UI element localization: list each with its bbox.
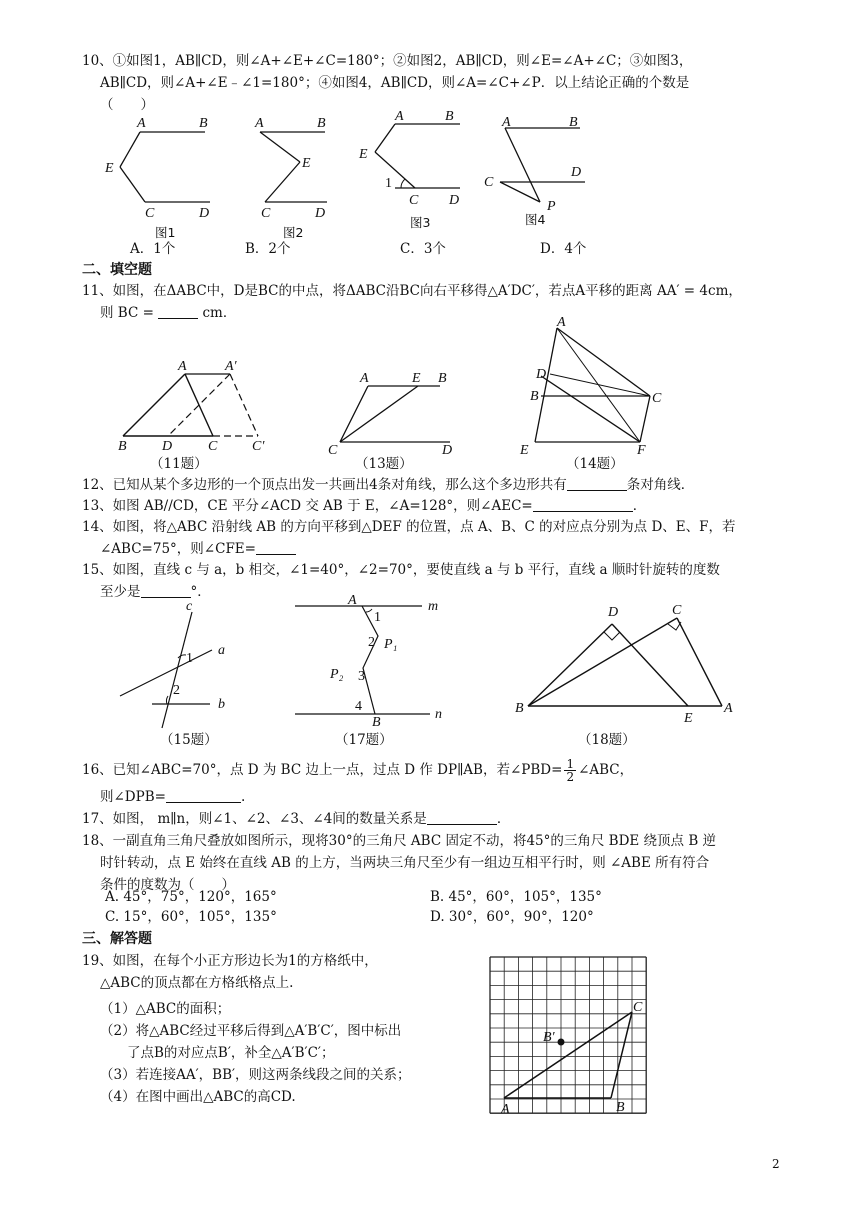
q16-suffix: ∠ABC， (578, 762, 634, 778)
section-2-title: 二、填空题 (82, 262, 152, 278)
q16-prefix: 16、已知∠ABC=70°，点 D 为 BC 边上一点，过点 D 作 DP∥AB，若∠PBD= (82, 762, 563, 778)
label: B (317, 116, 326, 131)
label: 1 (385, 176, 392, 191)
page-number: 2 (772, 1157, 780, 1171)
label: B (515, 701, 524, 716)
label: B (118, 439, 127, 454)
q14-answer-blank[interactable] (256, 540, 296, 555)
label: E (520, 443, 529, 458)
fig4-caption: 图4 (525, 212, 546, 227)
figure-q15 (120, 599, 225, 728)
q11-suffix: cm． (202, 305, 237, 321)
q16-line1 (82, 757, 633, 783)
q10-option-a: A．1个 (130, 241, 176, 257)
label: E (684, 711, 693, 726)
q19-item-4: （4）在图中画出△ABC的高CD. (100, 1089, 296, 1105)
q17-answer-blank[interactable] (427, 810, 497, 825)
label: B (372, 715, 381, 730)
figure-q17 (295, 593, 442, 730)
q14-line2 (100, 540, 296, 558)
label: c (186, 599, 193, 614)
label: C (409, 193, 419, 208)
label: A (501, 1102, 510, 1117)
caption-q11: （11题） (150, 456, 208, 472)
label: D (199, 206, 210, 221)
label: P₁ (384, 637, 398, 652)
q18-option-d: D. 30°，60°，90°，120° (430, 909, 594, 925)
caption-q13: （13题） (355, 456, 413, 472)
q11-prefix: 则 BC = (100, 305, 154, 321)
label: D (449, 193, 460, 208)
label: C (633, 1000, 643, 1015)
label: D (442, 443, 453, 458)
q19-item-2-cont: 了点B的对应点B′，补全△A′B′C′； (100, 1045, 335, 1061)
label: F (637, 443, 646, 458)
q15-line1: 15、如图，直线 c 与 a，b 相交，∠1=40°，∠2=70°，要使直线 a 与 b 平行，直线 a 顺时针旋转的度数 (82, 562, 720, 578)
label: A (502, 115, 511, 130)
q10-option-c: C．3个 (400, 241, 446, 257)
label: A (178, 359, 187, 374)
grid-lines (490, 957, 646, 1113)
label: C (652, 391, 662, 406)
q12-answer-blank[interactable] (567, 476, 627, 491)
label: E (412, 371, 421, 386)
q18-line2: 时针转动，点 E 始终在直线 AB 的上方，当两块三角尺至少有一组边互相平行时，则 ∠ABE 所有符合 (100, 855, 710, 871)
fig2-caption: 图2 (283, 225, 304, 240)
label: B (616, 1100, 625, 1115)
label: C (328, 443, 338, 458)
label: A (557, 315, 566, 330)
q13-text (82, 497, 646, 515)
q16-line2 (100, 788, 245, 806)
q10-figure-3 (358, 109, 460, 230)
label: 4 (355, 699, 362, 714)
caption-q14: （14题） (566, 456, 624, 472)
label: 3 (358, 669, 365, 684)
q18-option-b: B. 45°，60°，105°，135° (430, 889, 602, 905)
q18-option-a: A. 45°，75°，120°，165° (105, 889, 277, 905)
q13-suffix: ． (632, 498, 647, 514)
q17-suffix: ． (496, 811, 511, 827)
label: C (261, 206, 271, 221)
q16-line2-suffix: . (240, 789, 246, 805)
q19-line1: 19、如图，在每个小正方形边长为1的方格纸中， (82, 953, 378, 969)
label: m (428, 599, 439, 614)
q15-suffix: °． (190, 584, 211, 600)
label: A (395, 109, 404, 124)
point-b-prime (558, 1039, 565, 1046)
label: P₂ (330, 667, 344, 682)
label: C (145, 206, 155, 221)
label: n (435, 707, 442, 722)
q13-answer-blank[interactable] (533, 497, 633, 512)
q17-prefix: 17、如图， m∥n，则∠1、∠2、∠3、∠4间的数量关系是 (82, 811, 427, 827)
q10-figure-2 (254, 116, 327, 240)
q19-line2: △ABC的顶点都在方格纸格点上. (100, 975, 294, 991)
figures-row1 (110, 316, 710, 476)
label: B (445, 109, 454, 124)
q19-item-2: （2）将△ABC经过平移后得到△A′B′C′，图中标出 (100, 1023, 402, 1039)
q18-option-c: C. 15°，60°，105°，135° (105, 909, 277, 925)
label: A′ (225, 359, 237, 374)
q10-line2: AB∥CD，则∠A+∠E﹣∠1=180°；④如图4，AB∥CD，则∠A=∠C+∠P．以上结论正确的个数是 (100, 75, 690, 91)
q19-grid-figure (486, 953, 656, 1118)
label: B (438, 371, 447, 386)
label: D (162, 439, 173, 454)
q12-suffix: 条对角线． (626, 477, 695, 493)
q10-figures (95, 109, 635, 242)
figure-q18 (515, 603, 733, 726)
q12-prefix: 12、已知从某个多边形的一个顶点出发一共画出4条对角线，那么这个多边形共有 (82, 477, 567, 493)
figure-q14 (519, 315, 662, 458)
label: D (536, 367, 547, 382)
q10-figure-4 (484, 115, 585, 227)
label: A (724, 701, 733, 716)
q10-line3: （ ） (100, 97, 154, 113)
label: A (360, 371, 369, 386)
label: D (608, 605, 619, 620)
label: C (484, 175, 494, 190)
q15-answer-blank[interactable] (141, 583, 191, 598)
figure-q11 (118, 359, 265, 454)
label: 1 (186, 651, 193, 666)
q12-text (82, 476, 694, 494)
label: 1 (374, 610, 381, 625)
q19-item-3: （3）若连接AA′，BB′，则这两条线段之间的关系； (100, 1067, 411, 1083)
label: b (218, 697, 225, 712)
q10-figure-1 (104, 116, 210, 240)
caption-q18: （18题） (578, 732, 636, 748)
q16-fraction (564, 758, 576, 783)
q16-answer-blank[interactable] (166, 788, 241, 803)
label: A (137, 116, 146, 131)
label: E (302, 156, 311, 171)
section-3-title: 三、解答题 (82, 931, 152, 947)
label: P (547, 199, 556, 214)
caption-q17: （17题） (335, 732, 393, 748)
figure-q13 (328, 371, 452, 458)
q16-line2-prefix: 则∠DPB= (100, 789, 166, 805)
label: D (571, 165, 582, 180)
q17-text (82, 810, 510, 828)
frac-numerator: 1 (566, 757, 575, 771)
q19-item-1: （1）△ABC的面积； (100, 1001, 231, 1017)
label: B (199, 116, 208, 131)
fig3-caption: 图3 (410, 215, 431, 230)
label: a (218, 643, 225, 658)
label: B′ (543, 1030, 555, 1045)
label: E (359, 147, 368, 162)
q18-line3: 条件的度数为（ ） (100, 877, 235, 893)
label: 2 (173, 683, 180, 698)
label: D (315, 206, 326, 221)
label: C′ (252, 439, 265, 454)
q10-option-b: B．2个 (245, 241, 291, 257)
label: B (530, 389, 539, 404)
label: A (255, 116, 264, 131)
q14-line1: 14、如图，将△ABC 沿射线 AB 的方向平移到△DEF 的位置，点 A、B、C 的对应点分别为点 D、E、F，若 (82, 519, 736, 535)
q10-option-d: D．4个 (540, 241, 587, 257)
label: E (105, 161, 114, 176)
label: C (208, 439, 218, 454)
q13-prefix: 13、如图 AB//CD，CE 平分∠ACD 交 AB 于 E，∠A=128°，则∠AEC= (82, 498, 533, 514)
frac-denominator: 2 (566, 770, 575, 784)
label: C (672, 603, 682, 618)
label: 2 (368, 635, 375, 650)
figures-row2 (110, 593, 760, 730)
q11-line1: 11、如图，在ΔABC中，D是BC的中点，将ΔABC沿BC向右平移得△A′DC′，若点A平移的距离 AA′ = 4cm， (82, 283, 742, 299)
q15-prefix: 至少是 (100, 584, 141, 600)
q18-line1: 18、一副直角三角尺叠放如图所示，现将30°的三角尺 ABC 固定不动，将45°的三角尺 BDE 绕顶点 B 逆 (82, 833, 717, 849)
q14-prefix: ∠ABC=75°，则∠CFE= (100, 541, 256, 557)
q10-line1: 10、①如图1，AB∥CD，则∠A+∠E+∠C=180°；②如图2，AB∥CD，则∠E=∠A+∠C；③如图3， (82, 53, 693, 69)
label: A (348, 593, 357, 608)
fig1-caption: 图1 (155, 225, 176, 240)
caption-q15: （15题） (160, 732, 218, 748)
label: B (569, 115, 578, 130)
